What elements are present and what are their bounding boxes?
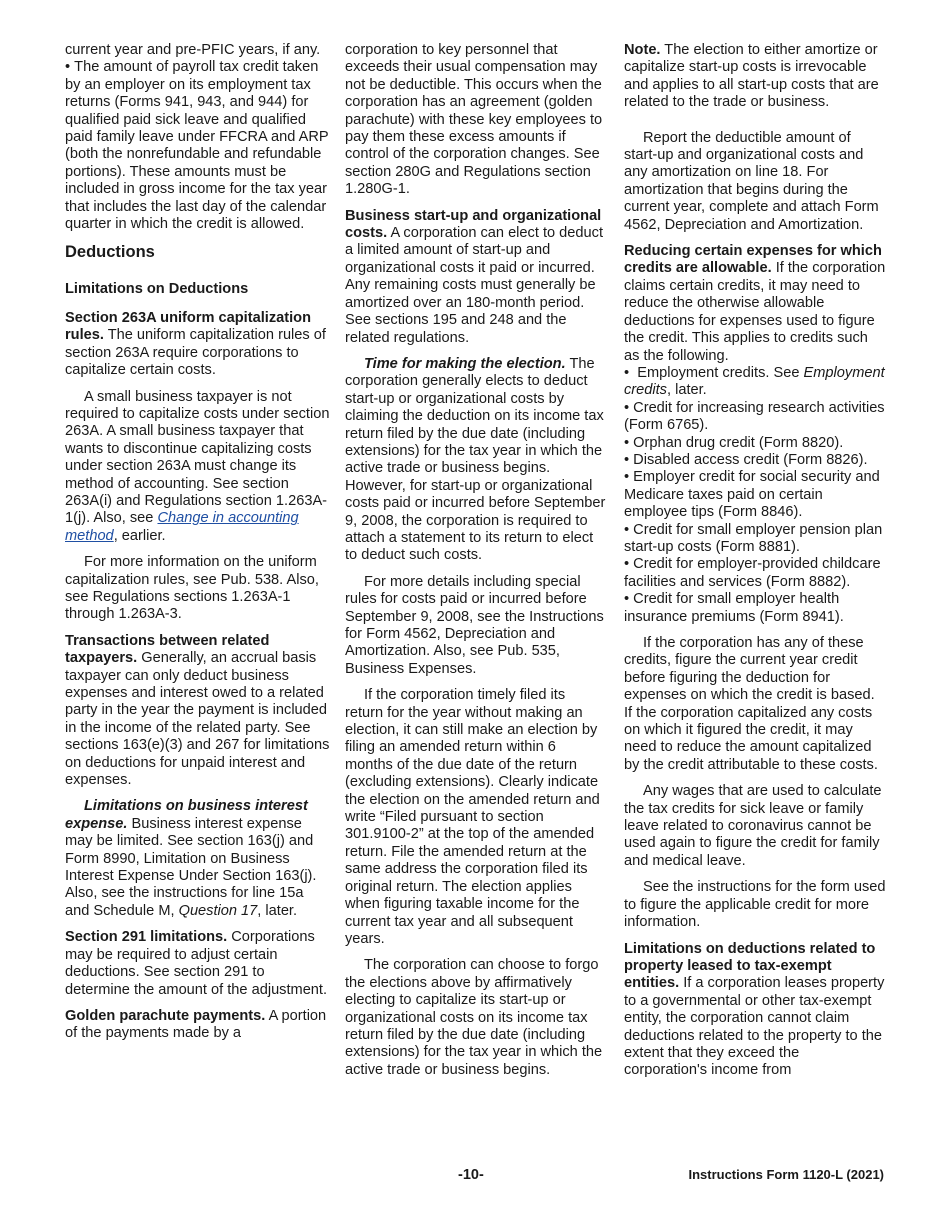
run-in-heading-reducing: Reducing certain expenses for which credits are allowable. [624, 243, 882, 277]
column-middle [345, 42, 607, 1088]
paragraph-section-263a [65, 310, 330, 380]
run-in-heading-263a: Section 263A uniform capitalization rules. [65, 309, 311, 344]
bullet-employee-tips: • Employer credit for social security and Medicare taxes paid on certain employee tips (Form 8846). [624, 469, 886, 521]
text-small-business: A small business taxpayer is not required to capitalize costs under section 263A. A small business taxpayer that wants to discontinue capitalizing costs under section 263A must change its method of accounting. See section 263A(i) and Regulations section 1.263A-1(j). Also, see [65, 388, 330, 527]
bullet-research-credit: • Credit for increasing research activities (Form 6765). [624, 400, 886, 435]
bullet-orphan-drug: • Orphan drug credit (Form 8820). [624, 435, 886, 452]
ref-employment-credits: Employment credits [624, 364, 885, 399]
column-right [624, 42, 886, 1089]
paragraph-time-election [345, 356, 607, 565]
paragraph-section-291 [65, 929, 330, 999]
paragraph-golden-continued: corporation to key personnel that exceeds their usual compensation may not be deductible. This occurs when the corporation has an agreement (golden parachute) with these key employees to pay them these excess amounts if control of the corporation changes. See section 280G and Regulations section 1.280G-1. [345, 42, 603, 198]
paragraph-see-instructions: See the instructions for the form used to figure the applicable credit for more information. [624, 879, 886, 931]
run-in-heading-291: Section 291 limitations. [65, 929, 228, 946]
paragraph-more-details: For more details including special rules for costs paid or incurred before September 9, 2008, see the Instructions for Form 4562, Depreciation and Amortization. Also, see Pub. 535, Business Expenses. [345, 573, 604, 677]
run-in-heading-interest: Limitations on business interest expense. [65, 798, 308, 832]
text-golden: A portion of the payments made by a [65, 1007, 327, 1042]
text-employment: Employment credits. See [637, 364, 800, 381]
run-in-heading-related: Transactions between related taxpayers. [65, 632, 270, 667]
text-earlier: , earlier. [113, 527, 166, 544]
text-interest: Business interest expense may be limited. See section 163(j) and Form 8990, Limitation on Business Interest Expense Under Section 163(j). Also, see the instructions for line 15a and Schedule M, [65, 815, 317, 919]
bullet-disabled-access: • Disabled access credit (Form 8826). [624, 452, 886, 469]
text-263a: The uniform capitalization rules of section 263A require corporations to capitalize certain costs. [65, 327, 326, 379]
text-note: The election to either amortize or capitalize start-up costs is irrevocable and applies to all start-up costs that are related to the trade or business. [624, 42, 879, 111]
column-left [65, 42, 330, 1052]
bullet-health-insurance: • Credit for small employer health insurance premiums (Form 8941). [624, 591, 886, 626]
run-in-heading-leased: Limitations on deductions related to property leased to tax-exempt entities. [624, 940, 876, 992]
paragraph-leased-property [624, 941, 886, 1080]
run-in-heading-time: Time for making the election. [364, 355, 566, 372]
paragraph-pfic-continued: current year and pre-PFIC years, if any. [65, 42, 321, 58]
text-leased: If a corporation leases property to a governmental or other tax-exempt entity, the corporation cannot claim deductions related to the property to the extent that they exceed the corporation's income from [624, 975, 885, 1079]
paragraph-golden-parachute [65, 1008, 330, 1043]
paragraph-startup-costs [345, 208, 607, 347]
text-291: Corporations may be required to adjust certain deductions. See section 291 to determine the amount of the adjustment. [65, 929, 328, 998]
footer-form-title: Instructions Form 1120-L (2021) [688, 1167, 884, 1182]
paragraph-note [624, 42, 886, 112]
text-time: The corporation generally elects to deduct start-up or organizational costs by claiming the deduction on its income tax return filed by the due date (including extensions) for the tax year in which the active trade or business begins. However, for start-up or organizational costs paid or incurred before September 9, 2008, the corporation is required to attach a statement to its return to elect to deduct such costs. [345, 355, 606, 564]
spacer [624, 121, 886, 130]
paragraph-wages: Any wages that are used to calculate the tax credits for sick leave or family leave related to coronavirus cannot be used again to figure the credit for family and medical leave. [624, 783, 882, 869]
text-related: Generally, an accrual basis taxpayer can only deduct business expenses and interest owed to a related party in the year the payment is included in the income of the related party. See sections 163(e)(3) and 267 for limitations on deductions for unpaid interest and expenses. [65, 650, 330, 789]
heading-limitations-on-deductions: Limitations on Deductions [65, 281, 249, 298]
paragraph-if-any-credits: If the corporation has any of these credits, figure the current year credit before figuring the deduction for expenses on which the credit is based. If the corporation capitalized any costs on which it figured the credit, it may need to reduce the amount capitalized by the credit attributable to these costs. [624, 635, 878, 773]
run-in-heading-golden: Golden parachute payments. [65, 1007, 266, 1024]
text-startup: A corporation can elect to deduct a limited amount of start-up and organizational costs it paid or incurred. Any remaining costs must generally be amortized over an 180-month period. See sections 195 and 248 and the related regulations. [345, 225, 603, 346]
text-later: , later. [257, 902, 298, 919]
paragraph-report: Report the deductible amount of start-up and organizational costs and any amortization on line 18. For amortization that begins during the current year, complete and attach Form 4562, Depreciation and Amortization. [624, 129, 879, 233]
page-number: -10- [458, 1167, 484, 1183]
heading-deductions: Deductions [65, 243, 155, 262]
run-in-heading-startup: Business start-up and organizational costs. [345, 207, 602, 242]
paragraph-amended-return: If the corporation timely filed its return for the year without making an election, it can still make an election by filing an amended return within 6 months of the due date of the return (excluding extensions). Clearly indicate the election on the amended return and write “Filed pursuant to section 301.9100-2” at the top of the amended return. File the amended return at the same address the corporation filed its original return. The election applies when figuring taxable income for the current tax year and all subsequent years. [345, 687, 600, 947]
bullet-payroll-credit: • The amount of payroll tax credit taken by an employer on its employment tax returns (Forms 941, 943, and 944) for qualified paid sick leave and qualified paid family leave under FFCRA and ARP (both the nonrefundable and refundable portions). These amounts must be included in gross income for the tax year that includes the last day of the calendar quarter in which the credit is allowed. [65, 59, 330, 233]
bullet-childcare: • Credit for employer-provided childcare facilities and services (Form 8882). [624, 556, 886, 591]
ref-question-17: Question 17 [178, 902, 258, 919]
paragraph-forgo-elections: The corporation can choose to forgo the elections above by affirmatively electing to capitalize its start-up or organizational costs on its income tax return filed by the due date (including extensions) for the tax year in which the active trade or business begins. [345, 957, 603, 1078]
note-label: Note. [624, 42, 661, 58]
bullet-employment-credits [624, 365, 886, 400]
paragraph-more-info-unicap: For more information on the uniform capitalization rules, see Pub. 538. Also, see Regulations sections 1.263A-1 through 1.263A-3. [65, 554, 319, 623]
paragraph-business-interest [65, 798, 330, 920]
link-change-in-accounting-method[interactable]: Change in accounting method [65, 510, 299, 544]
paragraph-related-taxpayers [65, 633, 330, 790]
paragraph-reducing-expenses [624, 243, 886, 365]
bullet-pension-startup: • Credit for small employer pension plan start-up costs (Form 8881). [624, 522, 886, 557]
paragraph-small-business [65, 389, 330, 546]
text-later: , later. [666, 382, 707, 399]
text-reducing: If the corporation claims certain credits, it may need to reduce the otherwise allowable deductions for expenses used to figure the credit. This applies to credits such as the following. [624, 260, 886, 364]
